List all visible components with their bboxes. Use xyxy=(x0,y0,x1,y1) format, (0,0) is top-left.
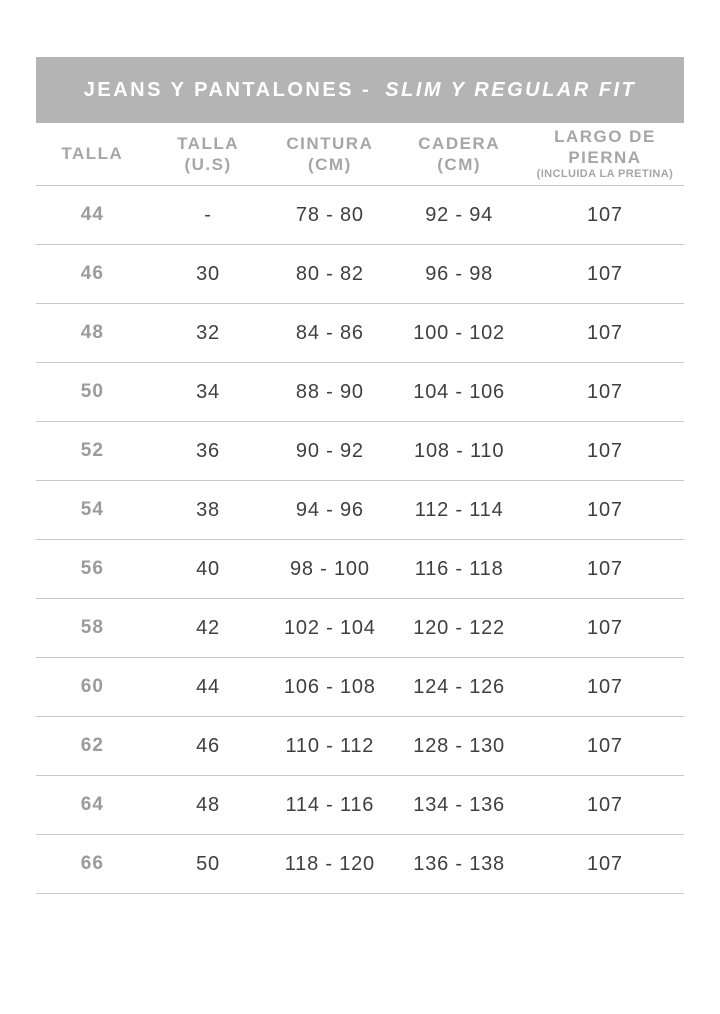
table-row xyxy=(36,658,684,717)
cell-cintura: 118 - 120 xyxy=(284,852,375,875)
chart-title xyxy=(84,79,636,102)
cell-talla-us: 32 xyxy=(196,321,220,344)
table-row xyxy=(36,776,684,835)
cell-largo-pierna: 107 xyxy=(587,852,623,875)
header-line: CINTURA xyxy=(286,133,374,153)
cell-cadera: 128 - 130 xyxy=(413,734,505,757)
cell-talla: 64 xyxy=(80,794,104,815)
cell-talla-us: 36 xyxy=(196,439,220,462)
chart-title-main: JEANS Y PANTALONES - xyxy=(83,78,372,101)
cell-cadera: 96 - 98 xyxy=(425,262,494,285)
cell-cadera: 108 - 110 xyxy=(414,439,505,462)
cell-talla-us: 40 xyxy=(196,557,220,580)
cell-talla: 58 xyxy=(80,617,104,638)
table-row xyxy=(36,422,684,481)
cell-cintura: 80 - 82 xyxy=(295,262,364,285)
column-header-talla-us xyxy=(149,133,268,176)
header-note: (INCLUIDA LA PRETINA) xyxy=(536,168,674,181)
cell-talla: 50 xyxy=(80,381,104,402)
cell-cadera: 124 - 126 xyxy=(413,675,505,698)
cell-cadera: 104 - 106 xyxy=(413,380,505,403)
table-row xyxy=(36,245,684,304)
cell-cadera: 134 - 136 xyxy=(413,793,505,816)
cell-cintura: 106 - 108 xyxy=(284,675,376,698)
table-row xyxy=(36,186,684,245)
header-line: (CM) xyxy=(307,155,352,174)
cell-talla-us: 46 xyxy=(196,734,220,757)
header-line: (CM) xyxy=(437,155,482,174)
cell-talla-us: 42 xyxy=(196,616,220,639)
cell-cintura: 98 - 100 xyxy=(289,557,370,580)
cell-talla-us: 44 xyxy=(196,675,220,698)
cell-cintura: 110 - 112 xyxy=(285,734,375,757)
cell-largo-pierna: 107 xyxy=(587,793,623,816)
cell-largo-pierna: 107 xyxy=(587,557,623,580)
cell-largo-pierna: 107 xyxy=(587,734,623,757)
column-header-cintura xyxy=(267,133,392,176)
cell-largo-pierna: 107 xyxy=(587,262,623,285)
cell-talla: 60 xyxy=(80,676,104,697)
table-row xyxy=(36,481,684,540)
cell-cintura: 90 - 92 xyxy=(295,439,364,462)
cell-largo-pierna: 107 xyxy=(587,380,623,403)
column-header-talla xyxy=(36,143,149,164)
header-line: TALLA xyxy=(177,133,240,153)
cell-cintura: 78 - 80 xyxy=(295,203,364,226)
column-header-largo-pierna xyxy=(526,126,684,182)
header-line: PIERNA xyxy=(568,148,642,168)
header-line: TALLA xyxy=(61,144,124,164)
cell-talla: 44 xyxy=(80,204,104,225)
chart-title-bar xyxy=(36,57,684,123)
cell-talla: 52 xyxy=(80,440,104,461)
cell-cadera: 100 - 102 xyxy=(413,321,505,344)
cell-cadera: 112 - 114 xyxy=(414,498,504,521)
cell-cintura: 84 - 86 xyxy=(295,321,364,344)
chart-title-fit: SLIM Y REGULAR FIT xyxy=(385,78,637,101)
cell-largo-pierna: 107 xyxy=(587,498,623,521)
table-header-row xyxy=(36,123,684,186)
cell-talla-us: 30 xyxy=(196,262,220,285)
cell-cintura: 94 - 96 xyxy=(295,498,364,521)
cell-talla: 62 xyxy=(80,735,104,756)
cell-cintura: 102 - 104 xyxy=(284,616,376,639)
cell-cadera: 136 - 138 xyxy=(413,852,505,875)
cell-cadera: 116 - 118 xyxy=(414,557,504,580)
cell-largo-pierna: 107 xyxy=(587,675,623,698)
cell-talla-us: - xyxy=(204,203,212,226)
cell-talla-us: 38 xyxy=(196,498,220,521)
table-row xyxy=(36,717,684,776)
table-row xyxy=(36,599,684,658)
header-line: LARGO DE xyxy=(554,126,656,146)
cell-largo-pierna: 107 xyxy=(587,203,623,226)
cell-largo-pierna: 107 xyxy=(587,321,623,344)
cell-largo-pierna: 107 xyxy=(587,439,623,462)
cell-talla: 66 xyxy=(80,853,104,874)
cell-cadera: 120 - 122 xyxy=(413,616,505,639)
table-row xyxy=(36,540,684,599)
cell-cintura: 88 - 90 xyxy=(295,380,364,403)
cell-largo-pierna: 107 xyxy=(587,616,623,639)
size-chart xyxy=(36,57,684,894)
table-row xyxy=(36,363,684,422)
cell-talla: 54 xyxy=(80,499,104,520)
table-row xyxy=(36,304,684,363)
column-header-cadera xyxy=(392,133,525,176)
cell-cadera: 92 - 94 xyxy=(425,203,494,226)
cell-cintura: 114 - 116 xyxy=(285,793,375,816)
cell-talla: 48 xyxy=(80,322,104,343)
cell-talla: 46 xyxy=(80,263,104,284)
cell-talla: 56 xyxy=(80,558,104,579)
header-line: (U.S) xyxy=(184,155,232,174)
cell-talla-us: 50 xyxy=(196,852,220,875)
table-body xyxy=(36,186,684,894)
cell-talla-us: 48 xyxy=(196,793,220,816)
cell-talla-us: 34 xyxy=(196,380,220,403)
table-row xyxy=(36,835,684,894)
header-line: CADERA xyxy=(418,133,500,153)
